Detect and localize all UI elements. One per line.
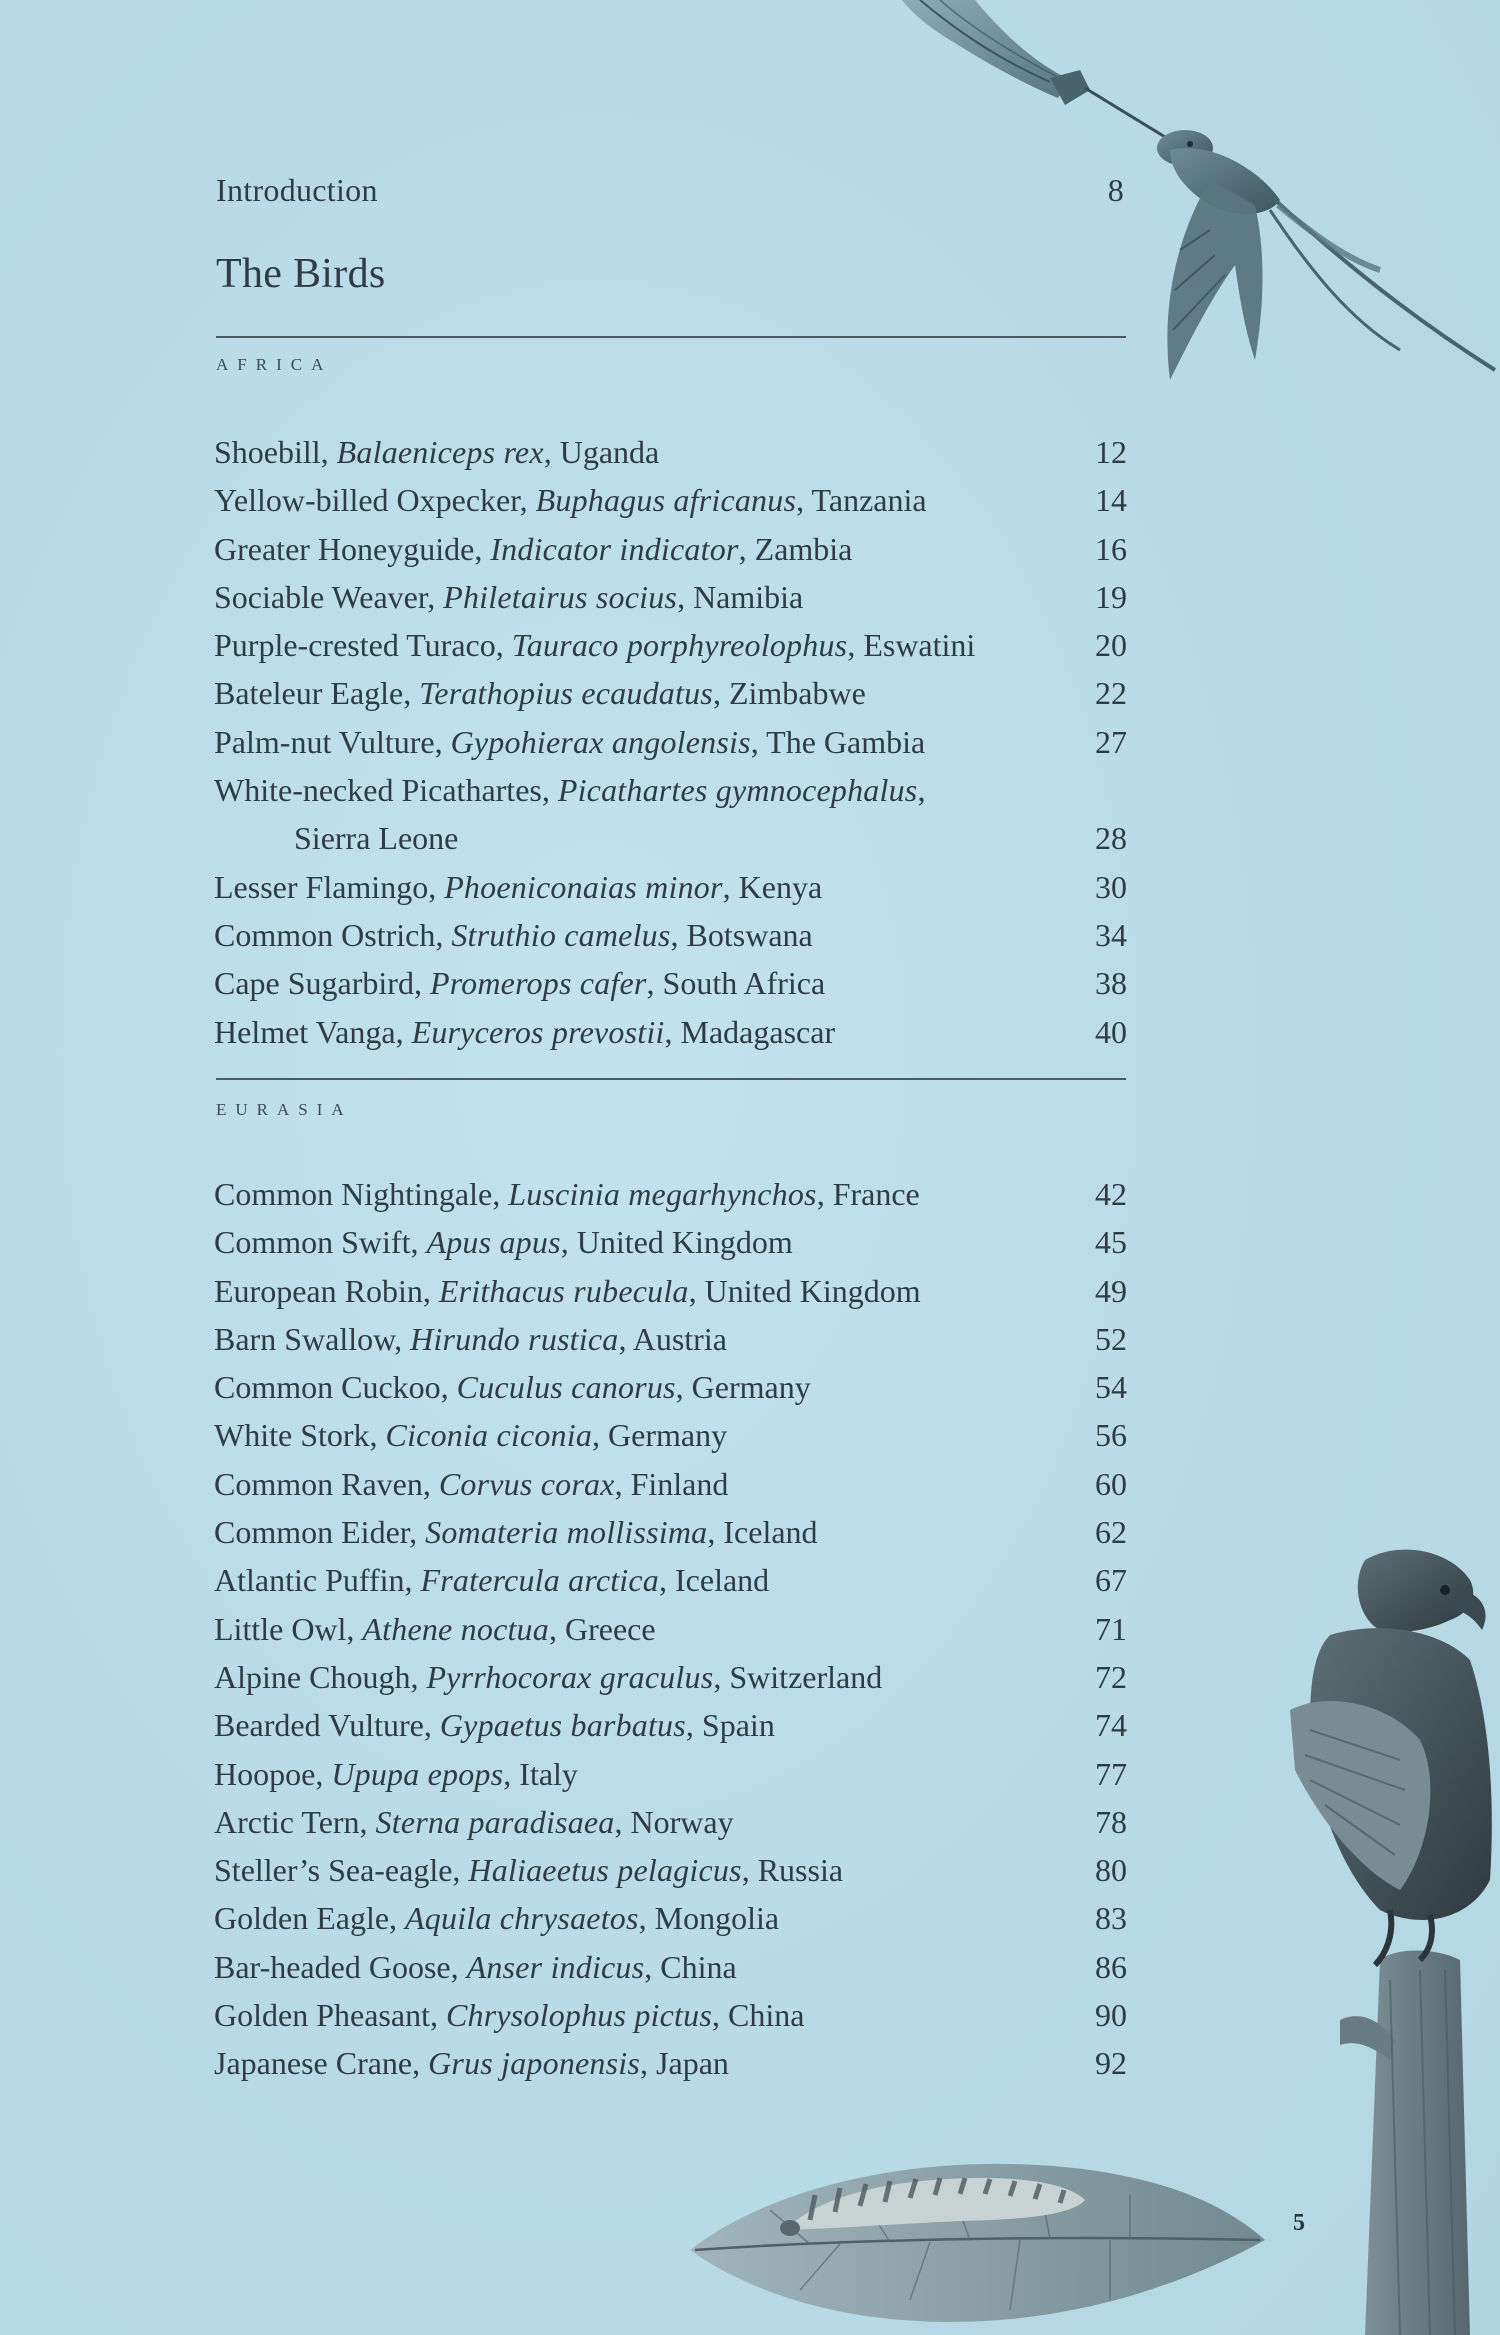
latin-name: Gypohierax angolensis	[450, 723, 751, 760]
common-name: Little Owl,	[214, 1610, 363, 1647]
country: , South Africa	[646, 965, 826, 1002]
country: , Eswatini	[847, 627, 976, 664]
country: , Russia	[741, 1852, 844, 1889]
latin-name: Tauraco porphyreolophus	[511, 627, 848, 664]
country: , Mongolia	[638, 1900, 780, 1937]
common-name: Common Eider,	[214, 1514, 426, 1551]
country: , Norway	[614, 1803, 734, 1840]
country: , Zambia	[738, 530, 853, 567]
page-ref: 56	[1095, 1417, 1127, 1454]
divider	[216, 336, 1126, 338]
toc-entry[interactable]	[212, 1008, 1127, 1056]
entry-title	[214, 669, 866, 717]
common-name: Cape Sugarbird,	[214, 965, 430, 1002]
introduction-page: 8	[1107, 172, 1124, 208]
latin-name: Grus japonensis	[428, 2045, 641, 2082]
toc-entry[interactable]	[212, 669, 1127, 717]
latin-name: Sterna paradisaea	[375, 1803, 615, 1840]
page-ref: 27	[1095, 723, 1127, 760]
country: , Finland	[614, 1465, 729, 1502]
common-name: Helmet Vanga,	[214, 1013, 412, 1050]
country: , Greece	[548, 1610, 656, 1647]
toc-entry[interactable]	[212, 1605, 1127, 1653]
latin-name: Apus apus	[426, 1224, 561, 1261]
page-ref: 14	[1095, 482, 1127, 519]
page-ref: 20	[1095, 627, 1127, 664]
country: , Kenya	[722, 868, 823, 905]
page-ref: 92	[1095, 2045, 1127, 2082]
entry-title	[214, 621, 975, 669]
toc-entry[interactable]	[212, 1943, 1127, 1991]
common-name: Japanese Crane,	[214, 2045, 429, 2082]
page-ref: 12	[1095, 434, 1127, 470]
country: , Madagascar	[664, 1013, 836, 1050]
toc-entry[interactable]	[212, 1508, 1127, 1556]
page-ref: 74	[1095, 1707, 1127, 1744]
page-ref: 83	[1095, 1900, 1127, 1937]
page-ref: 42	[1095, 1176, 1127, 1212]
common-name: Common Cuckoo,	[214, 1369, 457, 1406]
entry-title	[214, 1411, 727, 1459]
entry-title	[214, 863, 822, 911]
page-ref: 86	[1095, 1948, 1127, 1985]
country-continuation: Sierra Leone	[294, 820, 459, 857]
latin-name: Erithacus rubecula	[438, 1272, 689, 1309]
entry-title	[214, 1653, 882, 1701]
entry-title	[214, 1556, 769, 1604]
common-name: Bearded Vulture,	[214, 1707, 440, 1744]
common-name: Bar-headed Goose,	[214, 1948, 467, 1985]
toc-entry[interactable]	[212, 525, 1127, 573]
latin-name: Fratercula arctica	[420, 1562, 660, 1599]
country: ,	[917, 772, 926, 809]
country: , Germany	[675, 1369, 811, 1406]
entry-title	[214, 1460, 728, 1508]
latin-name: Anser indicus	[466, 1948, 645, 1985]
toc-entry[interactable]	[212, 1750, 1127, 1798]
common-name: Golden Pheasant,	[214, 1997, 446, 2034]
common-name: Alpine Chough,	[214, 1658, 427, 1695]
hummingbird-with-flower-icon	[880, 0, 1500, 420]
country: , United Kingdom	[560, 1224, 793, 1261]
latin-name: Gypaetus barbatus	[439, 1707, 686, 1744]
entry-title	[214, 1798, 734, 1846]
latin-name: Chrysolophus pictus	[445, 1997, 712, 2034]
region-heading-africa: AFRICA	[216, 355, 333, 374]
country: , United Kingdom	[688, 1272, 921, 1309]
common-name: Greater Honeyguide,	[214, 530, 491, 567]
common-name: Steller’s Sea-eagle,	[214, 1852, 469, 1889]
country: , France	[816, 1176, 920, 1212]
latin-name: Athene noctua	[362, 1610, 549, 1647]
common-name: White-necked Picathartes,	[214, 772, 558, 809]
country: , Iceland	[659, 1562, 770, 1599]
country: , Iceland	[707, 1514, 818, 1551]
latin-name: Upupa epops	[331, 1755, 504, 1792]
toc-entry[interactable]	[212, 1363, 1127, 1411]
entry-title	[214, 1315, 727, 1363]
entry-title	[214, 2039, 729, 2087]
common-name: Barn Swallow,	[214, 1320, 411, 1357]
country: , Tanzania	[796, 482, 927, 519]
country: , Namibia	[677, 578, 804, 615]
latin-name: Indicator indicator	[490, 530, 739, 567]
common-name: Atlantic Puffin,	[214, 1562, 421, 1599]
common-name: European Robin,	[214, 1272, 439, 1309]
region-heading-eurasia: EURASIA	[216, 1100, 353, 1119]
page-ref: 72	[1095, 1658, 1127, 1695]
common-name: Purple-crested Turaco,	[214, 627, 512, 664]
page-ref: 49	[1095, 1272, 1127, 1309]
page-number: 5	[1293, 2210, 1305, 2236]
country: , Switzerland	[713, 1658, 883, 1695]
entry-title	[214, 911, 813, 959]
toc-entry[interactable]	[212, 1315, 1127, 1363]
page-ref: 54	[1095, 1369, 1127, 1406]
latin-name: Ciconia ciconia	[385, 1417, 593, 1454]
country: , Zimbabwe	[712, 675, 866, 712]
common-name: Hoopoe,	[214, 1755, 332, 1792]
latin-name: Euryceros prevostii	[411, 1013, 665, 1050]
entry-title	[214, 1363, 811, 1411]
toc-entry[interactable]	[212, 621, 1127, 669]
common-name: Shoebill,	[214, 434, 337, 470]
toc-entry[interactable]	[212, 1218, 1127, 1266]
country: , Spain	[685, 1707, 775, 1744]
page-ref: 60	[1095, 1465, 1127, 1502]
toc-entry[interactable]	[212, 573, 1127, 621]
latin-name: Buphagus africanus	[535, 482, 797, 519]
entry-title	[214, 1943, 737, 1991]
entry-title	[214, 718, 925, 766]
entry-title	[214, 573, 803, 621]
country: , Germany	[592, 1417, 728, 1454]
toc-entry[interactable]	[212, 766, 1127, 863]
entry-title	[214, 1701, 775, 1749]
page-ref: 30	[1095, 868, 1127, 905]
toc-entry[interactable]	[212, 1894, 1127, 1942]
toc-entry[interactable]	[212, 718, 1127, 766]
page-ref: 90	[1095, 1997, 1127, 2034]
entry-title	[214, 428, 659, 476]
latin-name: Picathartes gymnocephalus	[557, 772, 918, 809]
latin-name: Hirundo rustica	[410, 1320, 619, 1357]
toc-entry[interactable]	[212, 863, 1127, 911]
page-ref: 40	[1095, 1013, 1127, 1050]
toc-entry[interactable]	[212, 428, 1127, 476]
entry-title	[214, 476, 927, 524]
latin-name: Balaeniceps rex	[336, 434, 544, 470]
country: , Austria	[618, 1320, 727, 1357]
country: , Italy	[503, 1755, 578, 1792]
toc-entry[interactable]	[212, 1170, 1127, 1218]
common-name: Bateleur Eagle,	[214, 675, 420, 712]
entry-title	[214, 1170, 920, 1218]
common-name: Palm-nut Vulture,	[214, 723, 451, 760]
page-ref: 22	[1095, 675, 1127, 712]
page-ref: 19	[1095, 578, 1127, 615]
entry-title	[214, 525, 852, 573]
common-name: Sociable Weaver,	[214, 578, 444, 615]
latin-name: Cuculus canorus	[456, 1369, 676, 1406]
entry-title	[214, 1267, 921, 1315]
page-ref: 80	[1095, 1852, 1127, 1889]
page-ref: 78	[1095, 1803, 1127, 1840]
latin-name: Struthio camelus	[451, 916, 671, 953]
country: , Uganda	[543, 434, 660, 470]
entry-title	[214, 1605, 656, 1653]
toc-entry[interactable]	[212, 1411, 1127, 1459]
country: , Botswana	[670, 916, 813, 953]
toc-entry[interactable]	[212, 1798, 1127, 1846]
common-name: Golden Eagle,	[214, 1900, 406, 1937]
page-ref: 71	[1095, 1610, 1127, 1647]
entry-title	[214, 959, 825, 1007]
common-name: Arctic Tern,	[214, 1803, 376, 1840]
entry-title	[214, 1750, 578, 1798]
common-name: Common Swift,	[214, 1224, 427, 1261]
toc-entry[interactable]	[212, 1460, 1127, 1508]
entry-title	[214, 1894, 779, 1942]
common-name: Common Nightingale,	[214, 1176, 509, 1212]
entry-title	[214, 1218, 793, 1266]
entry-list-africa	[212, 428, 1127, 1056]
toc-entry[interactable]	[212, 911, 1127, 959]
country: , Japan	[640, 2045, 729, 2082]
latin-name: Aquila chrysaetos	[405, 1900, 639, 1937]
country: , The Gambia	[750, 723, 926, 760]
common-name: Yellow-billed Oxpecker,	[214, 482, 536, 519]
toc-entry[interactable]	[212, 476, 1127, 524]
page-ref: 34	[1095, 916, 1127, 953]
page-ref: 38	[1095, 965, 1127, 1002]
latin-name: Terathopius ecaudatus	[419, 675, 713, 712]
page-ref: 52	[1095, 1320, 1127, 1357]
divider	[216, 1078, 1126, 1080]
latin-name: Haliaeetus pelagicus	[468, 1852, 742, 1889]
introduction-label: Introduction	[216, 172, 378, 208]
page-ref: 16	[1095, 530, 1127, 567]
entry-title	[214, 766, 925, 814]
common-name: Common Raven,	[214, 1465, 439, 1502]
toc-entry[interactable]	[212, 1991, 1127, 2039]
page-ref: 77	[1095, 1755, 1127, 1792]
country: , China	[712, 1997, 805, 2034]
entry-title	[214, 1008, 835, 1056]
page-ref: 67	[1095, 1562, 1127, 1599]
entry-list-eurasia	[212, 1170, 1127, 2088]
section-title: The Birds	[216, 251, 386, 297]
page-ref: 62	[1095, 1514, 1127, 1551]
toc-entry[interactable]	[212, 2039, 1127, 2087]
common-name: Common Ostrich,	[214, 916, 452, 953]
latin-name: Luscinia megarhynchos	[508, 1176, 817, 1212]
toc-entry[interactable]	[212, 1556, 1127, 1604]
entry-title	[214, 1991, 804, 2039]
page-ref: 45	[1095, 1224, 1127, 1261]
leaf-with-caterpillar-icon	[690, 2140, 1270, 2335]
toc-entry[interactable]	[212, 959, 1127, 1007]
country: , China	[644, 1948, 737, 1985]
common-name: White Stork,	[214, 1417, 386, 1454]
toc-entry[interactable]	[212, 1701, 1127, 1749]
page-ref: 28	[1095, 820, 1127, 857]
latin-name: Pyrrhocorax graculus	[426, 1658, 714, 1695]
toc-entry[interactable]	[212, 1846, 1127, 1894]
entry-title	[214, 1508, 818, 1556]
latin-name: Philetairus socius	[443, 578, 678, 615]
latin-name: Promerops cafer	[429, 965, 647, 1002]
latin-name: Phoeniconaias minor	[444, 868, 723, 905]
entry-title	[214, 1846, 843, 1894]
toc-entry[interactable]	[212, 1653, 1127, 1701]
latin-name: Somateria mollissima	[425, 1514, 708, 1551]
toc-entry[interactable]	[212, 1267, 1127, 1315]
latin-name: Corvus corax	[438, 1465, 615, 1502]
common-name: Lesser Flamingo,	[214, 868, 445, 905]
introduction-entry[interactable]	[216, 172, 1126, 209]
